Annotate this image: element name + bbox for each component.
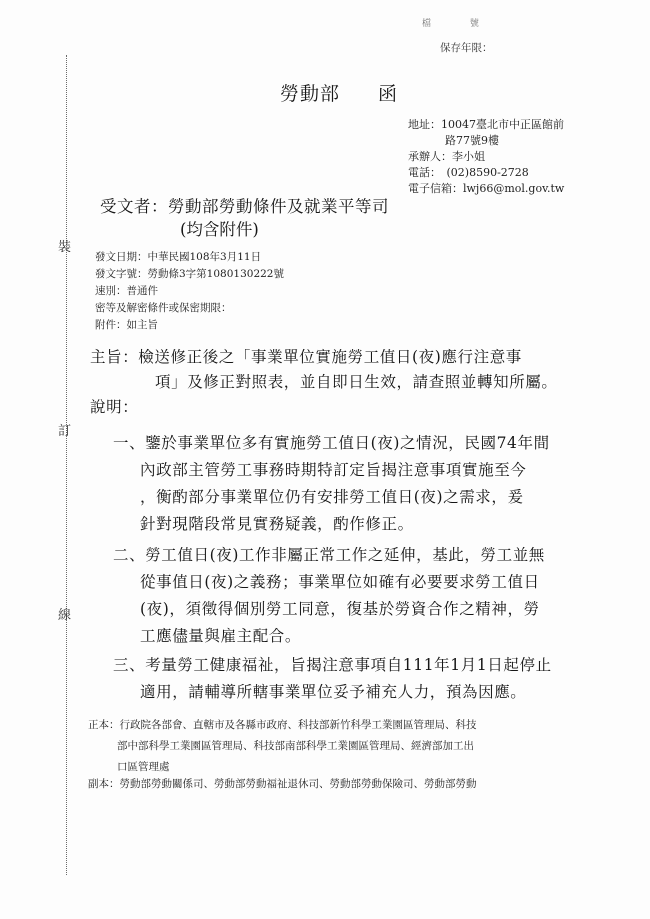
issue-date: 發文日期：中華民國108年3月11日 <box>95 251 262 263</box>
copy-recipients: 副本：勞動部勞動關係司、勞動部勞動福祉退休司、勞動部勞動保險司、勞動部勞動 <box>88 778 477 790</box>
explanation-heading: 說明： <box>90 398 139 416</box>
item-2-line-3: (夜)，須徵得個別勞工同意，復基於勞資合作之精神，勞 <box>140 600 540 618</box>
item-2-line-1: 二、勞工值日(夜)工作非屬正常工作之延伸，基此，勞工並無 <box>113 546 545 564</box>
security-level-mark: 檔 號 <box>422 19 497 29</box>
original-recipients-line-3: 口區管理處 <box>117 761 170 773</box>
retention-period: 保存年限： <box>440 42 493 54</box>
binding-mark-staple: 訂 <box>58 424 72 439</box>
contact-address-cont: 路77號9樓 <box>445 134 499 147</box>
recipient: 受文者：勞動部勞動條件及就業平等司 <box>100 197 389 216</box>
original-recipients-line-1: 正本：行政院各部會、直轄市及各縣市政府、科技部新竹科學工業園區管理局、科技 <box>88 719 477 731</box>
binding-line <box>66 55 67 875</box>
issuing-agency: 勞動部 <box>280 83 341 105</box>
attachments: 附件：如主旨 <box>95 319 158 331</box>
recipient-note: (均含附件) <box>180 220 259 239</box>
item-2-line-2: 從事值日(夜)之義務；事業單位如確有必要要求勞工值日 <box>140 573 540 591</box>
subject-line-2: 項」及修正對照表，並自即日生效，請查照並轉知所屬。 <box>155 373 558 391</box>
confidentiality: 密等及解密條件或保密期限： <box>95 302 232 314</box>
contact-phone: 電話： (02)8590-2728 <box>408 166 529 179</box>
contact-person: 承辦人：李小姐 <box>408 150 485 163</box>
binding-mark-bind: 裝 <box>58 240 72 255</box>
item-1-line-3: ，衡酌部分事業單位仍有安排勞工值日(夜)之需求，爰 <box>140 488 524 506</box>
item-3-line-1: 三、考量勞工健康福祉，旨揭注意事項自111年1月1日起停止 <box>113 656 552 674</box>
contact-email: 電子信箱：lwj66@mol.gov.tw <box>408 182 565 195</box>
binding-mark-line: 線 <box>58 608 72 623</box>
item-2-line-4: 工應儘量與雇主配合。 <box>140 627 302 645</box>
item-3-line-2: 適用，請輔導所轄事業單位妥予補充人力，預為因應。 <box>140 683 527 701</box>
delivery-speed: 速別：普通件 <box>95 285 158 297</box>
original-recipients-line-2: 部中部科學工業園區管理局、科技部南部科學工業園區管理局、經濟部加工出 <box>117 740 474 752</box>
document-number: 發文字號：勞動條3字第1080130222號 <box>95 268 284 280</box>
item-1-line-4: 針對現階段常見實務疑義，酌作修正。 <box>140 515 414 533</box>
document-type: 函 <box>378 83 398 105</box>
item-1-line-1: 一、鑒於事業單位多有實施勞工值日(夜)之情況，民國74年間 <box>113 434 550 452</box>
contact-address: 地址：10047臺北市中正區館前 <box>408 118 564 131</box>
item-1-line-2: 內政部主管勞工事務時期特訂定旨揭注意事項實施至今 <box>140 461 527 479</box>
subject-line-1: 主旨：檢送修正後之「事業單位實施勞工值日(夜)應行注意事 <box>90 348 522 366</box>
